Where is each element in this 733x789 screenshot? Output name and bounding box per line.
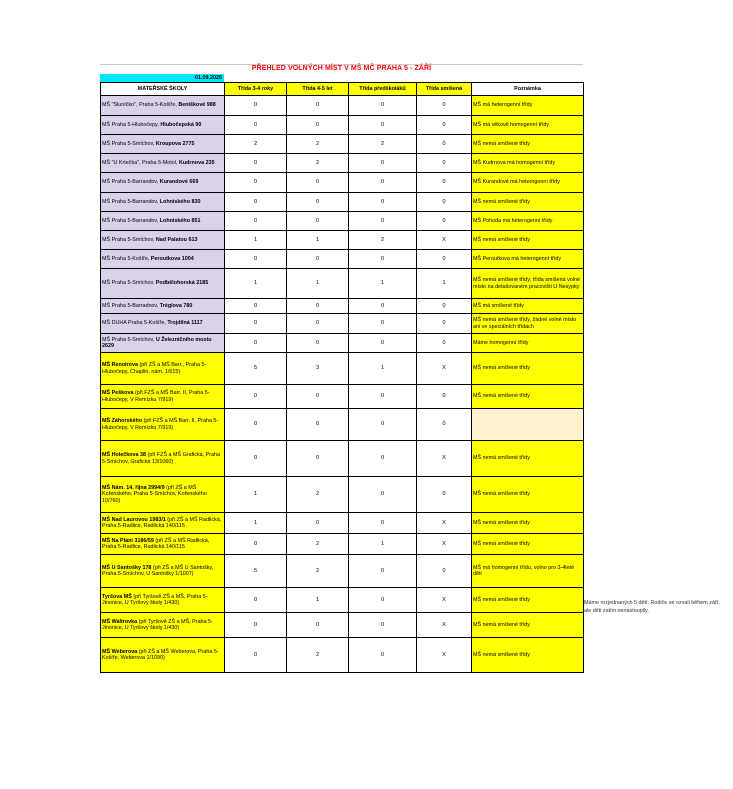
school-name: Kroupova 2775 (155, 140, 195, 147)
table-row (101, 250, 584, 269)
mixed-value: X (417, 353, 472, 385)
age-3-4-value: 1 (225, 477, 287, 513)
age-3-4-value: 1 (225, 231, 287, 250)
note-cell: MŠ nemá smíšené třídy (472, 588, 584, 613)
school-cell (101, 212, 225, 231)
age-4-5-value: 0 (287, 409, 349, 441)
preschool-value: 1 (349, 353, 417, 385)
school-name: MŠ Holečkova 38 (102, 452, 147, 459)
school-address-suffix: (při ZŠ a MŠ Radlická, Praha 5-Radlice, Radlická 140/115 (102, 516, 222, 529)
mixed-value: 0 (417, 334, 472, 353)
table-row (101, 193, 584, 212)
preschool-value: 0 (349, 477, 417, 513)
age-4-5-value: 2 (287, 534, 349, 555)
preschool-value: 2 (349, 231, 417, 250)
school-address-prefix: MŠ Praha 5-Smíchov, (102, 336, 156, 343)
preschool-value: 0 (349, 588, 417, 613)
note-cell: MŠ nemá smíšené třídy (472, 534, 584, 555)
mixed-value: X (417, 588, 472, 613)
age-4-5-value: 0 (287, 299, 349, 314)
school-address-prefix: MŠ "U Krtečka", Praha 5-Motol, (102, 159, 179, 166)
note-cell (472, 409, 584, 441)
preschool-value: 0 (349, 409, 417, 441)
school-cell (101, 173, 225, 193)
school-cell (101, 534, 225, 555)
school-cell (101, 555, 225, 588)
age-4-5-value: 2 (287, 154, 349, 173)
school-cell (101, 135, 225, 154)
age-3-4-value: 0 (225, 116, 287, 135)
school-cell (101, 638, 225, 673)
school-cell (101, 299, 225, 314)
preschool-value: 0 (349, 385, 417, 409)
school-address-suffix: (při ZŠ a MŠ Radlická, Praha 5-Radlice, Radlická 140/115 (102, 537, 210, 550)
table-row (101, 173, 584, 193)
header-school: MATEŘSKÉ ŠKOLY (101, 83, 225, 96)
note-cell: MŠ nemá smíšené třídy (472, 231, 584, 250)
school-address-prefix: MŠ DUHA Praha 5-Košíře, (102, 320, 168, 327)
mixed-value: 0 (417, 250, 472, 269)
note-cell: MŠ má heterogenní třídy (472, 96, 584, 116)
note-cell: MŠ nemá smíšené třídy (472, 193, 584, 212)
mixed-value: 0 (417, 212, 472, 231)
school-address-prefix: MŠ Praha 5-Barradnov, (102, 302, 160, 309)
age-3-4-value: 0 (225, 409, 287, 441)
age-4-5-value: 0 (287, 212, 349, 231)
school-name: Kurandové 669 (159, 179, 199, 186)
school-address-prefix: MŠ Praha 5-Košíře, (102, 255, 151, 262)
table-row (101, 154, 584, 173)
school-cell (101, 409, 225, 441)
preschool-value: 2 (349, 135, 417, 154)
preschool-value: 1 (349, 269, 417, 299)
school-cell (101, 314, 225, 334)
table-row (101, 613, 584, 638)
table-row (101, 212, 584, 231)
age-4-5-value: 0 (287, 613, 349, 638)
table-row (101, 299, 584, 314)
mixed-value: 0 (417, 116, 472, 135)
school-cell (101, 588, 225, 613)
table-row (101, 314, 584, 334)
school-name: MŠ Peškova (102, 390, 134, 397)
preschool-value: 0 (349, 334, 417, 353)
school-name: Beníškové 988 (178, 102, 216, 109)
school-cell (101, 613, 225, 638)
school-cell (101, 96, 225, 116)
vacancy-table (100, 82, 584, 673)
header-mixed: Třída smíšená (417, 83, 472, 96)
preschool-value: 0 (349, 513, 417, 534)
table-row (101, 638, 584, 673)
note-cell: Máme homogenní třídy (472, 334, 584, 353)
preschool-value: 0 (349, 173, 417, 193)
school-cell (101, 250, 225, 269)
school-name: U Železničního mostu 2629 (102, 336, 212, 349)
table-row (101, 555, 584, 588)
school-cell (101, 385, 225, 409)
age-4-5-value: 0 (287, 96, 349, 116)
table-header-row (101, 83, 584, 96)
table-row (101, 116, 584, 135)
age-3-4-value: 0 (225, 441, 287, 477)
note-cell: MŠ Kudrnova má homogenní třídy (472, 154, 584, 173)
mixed-value: 0 (417, 135, 472, 154)
mixed-value: 0 (417, 314, 472, 334)
age-3-4-value: 0 (225, 299, 287, 314)
school-name: Peroutkova 1004 (150, 255, 194, 262)
age-4-5-value: 1 (287, 231, 349, 250)
age-4-5-value: 2 (287, 638, 349, 673)
age-3-4-value: 0 (225, 96, 287, 116)
note-cell: MŠ Kurandové má heterogenní třídy (472, 173, 584, 193)
note-cell: MŠ nemá smíšené třídy (472, 638, 584, 673)
note-cell: MŠ má smíšené třídy (472, 299, 584, 314)
school-address-suffix: (při FZŠ a MŠ Barr. II, Praha 5-Hlubočepy, V Remízku 7/919) (102, 418, 219, 431)
school-name: MŠ Záhorského (102, 418, 143, 425)
note-cell: MŠ nemá smíšené třídy (472, 353, 584, 385)
school-address-prefix: MŠ Praha 5-Smíchov, (102, 236, 156, 243)
school-address-suffix: (při ZŠ a MŠ Weberova, Praha 5-Košíře, Weberova 1/1090) (102, 648, 219, 661)
age-3-4-value: 0 (225, 193, 287, 212)
table-row (101, 477, 584, 513)
table-row (101, 96, 584, 116)
school-cell (101, 441, 225, 477)
school-address-suffix: (při FZŠ a MŠ Barr. II, Praha 5-Hlubočepy, V Remízku 7/919) (102, 390, 210, 403)
age-4-5-value: 0 (287, 385, 349, 409)
table-row (101, 534, 584, 555)
mixed-value: X (417, 638, 472, 673)
mixed-value: 0 (417, 555, 472, 588)
table-row (101, 588, 584, 613)
page-title: PŘEHLED VOLNÝCH MÍST V MŠ MČ PRAHA 5 - ZÁŘÍ (251, 65, 432, 72)
age-4-5-value: 1 (287, 588, 349, 613)
age-4-5-value: 0 (287, 116, 349, 135)
age-4-5-value: 2 (287, 555, 349, 588)
note-cell: MŠ nemá smíšené třídy (472, 513, 584, 534)
mixed-value: X (417, 613, 472, 638)
table-row (101, 441, 584, 477)
table-row (101, 385, 584, 409)
age-4-5-value: 0 (287, 173, 349, 193)
preschool-value: 0 (349, 96, 417, 116)
preschool-value: 0 (349, 116, 417, 135)
preschool-value: 0 (349, 212, 417, 231)
school-address-prefix: MŠ Praha 5-Smíchov, (102, 280, 156, 287)
school-address-suffix: (při ZŠ a MŠ Barr., Praha 5-Hlubočepy, Chaplin. nám. 1/615) (102, 362, 207, 375)
school-cell (101, 477, 225, 513)
school-name: Tyršova MŠ (102, 593, 132, 600)
preschool-value: 0 (349, 314, 417, 334)
age-3-4-value: 0 (225, 173, 287, 193)
school-name: MŠ Nám. 14. října 2994/9 (102, 484, 165, 491)
preschool-value: 0 (349, 613, 417, 638)
mixed-value: 0 (417, 96, 472, 116)
school-name: MŠ Renoirova (102, 362, 138, 369)
table-row (101, 231, 584, 250)
header-note: Poznámka (472, 83, 584, 96)
table-row (101, 135, 584, 154)
school-address-prefix: MŠ Praha 5-Barrandov, (102, 179, 160, 186)
age-4-5-value: 0 (287, 250, 349, 269)
age-3-4-value: 0 (225, 534, 287, 555)
table-row (101, 409, 584, 441)
school-cell (101, 154, 225, 173)
school-name: MŠ Na Pláni 3186/59 (102, 537, 154, 544)
age-4-5-value: 3 (287, 353, 349, 385)
school-address-suffix: (při ZŠ a MŠ U Santošky, Praha 5-Smíchov, U Santošky 1/1007) (102, 564, 214, 577)
report-date: 01.09.2025 (195, 75, 222, 81)
note-cell: MŠ nemá smíšené třídy; třída smíšená volné místo na detašovaném pracovišti U Nesypky (472, 269, 584, 299)
school-name: MŠ Nad Laurovou 1983/1 (102, 516, 166, 523)
age-3-4-value: 1 (225, 513, 287, 534)
school-cell (101, 334, 225, 353)
age-3-4-value: 1 (225, 269, 287, 299)
school-cell (101, 269, 225, 299)
school-name: Hlubočepská 90 (160, 121, 202, 128)
school-name: Nad Palatou 613 (155, 236, 198, 243)
age-3-4-value: 5 (225, 555, 287, 588)
table-row (101, 513, 584, 534)
note-cell: MŠ nemá smíšené třídy (472, 135, 584, 154)
age-3-4-value: 0 (225, 334, 287, 353)
mixed-value: X (417, 441, 472, 477)
header-age-4-5: Třída 4-5 let (287, 83, 349, 96)
school-name: MŠ Weberova (102, 648, 138, 655)
age-3-4-value: 0 (225, 250, 287, 269)
note-cell: MŠ nemá smíšené třídy (472, 477, 584, 513)
note-cell: MŠ nemá smíšené třídy (472, 441, 584, 477)
age-4-5-value: 2 (287, 477, 349, 513)
age-3-4-value: 2 (225, 135, 287, 154)
preschool-value: 0 (349, 154, 417, 173)
age-4-5-value: 0 (287, 441, 349, 477)
school-name: Trėglova 780 (159, 302, 193, 309)
table-row (101, 353, 584, 385)
school-cell (101, 193, 225, 212)
header-age-3-4: Třída 3-4 roky (225, 83, 287, 96)
preschool-value: 0 (349, 193, 417, 212)
mixed-value: 0 (417, 173, 472, 193)
mixed-value: X (417, 534, 472, 555)
preschool-value: 1 (349, 534, 417, 555)
school-name: MŠ U Santošky 178 (102, 564, 152, 571)
mixed-value: 1 (417, 269, 472, 299)
note-cell: MŠ má homogenní třídu, volno pro 3-4leté děti (472, 555, 584, 588)
mixed-value: 0 (417, 409, 472, 441)
note-cell: MŠ má věkově homogenní třídy (472, 116, 584, 135)
age-3-4-value: 0 (225, 314, 287, 334)
school-name: Lohniského 830 (159, 198, 201, 205)
school-address-prefix: MŠ Praha 5-Barrandov, (102, 198, 160, 205)
school-name: MŠ Waltrovka (102, 618, 138, 625)
school-cell (101, 231, 225, 250)
school-address-prefix: MŠ Praha 5-Smíchov, (102, 140, 156, 147)
age-3-4-value: 0 (225, 385, 287, 409)
school-cell (101, 353, 225, 385)
header-preschool: Třída předškoláků (349, 83, 417, 96)
school-address-suffix: (při ZŠ a MŠ Kořenského, Praha 5-Smíchov, Kořenského 10/760) (102, 484, 207, 504)
school-address-suffix: (při FZŠ a MŠ Grafická, Praha 5-Smíchov, Grafická 13/1060) (102, 452, 221, 465)
age-3-4-value: 0 (225, 613, 287, 638)
age-4-5-value: 2 (287, 135, 349, 154)
note-cell: MŠ nemá smíšené třídy (472, 385, 584, 409)
age-3-4-value: 0 (225, 212, 287, 231)
school-name: Trojdílná 1117 (167, 320, 203, 327)
mixed-value: X (417, 513, 472, 534)
preschool-value: 0 (349, 250, 417, 269)
note-cell: MŠ nemá smíšené třídy (472, 613, 584, 638)
age-4-5-value: 0 (287, 193, 349, 212)
age-4-5-value: 1 (287, 269, 349, 299)
preschool-value: 0 (349, 299, 417, 314)
mixed-value: 0 (417, 154, 472, 173)
age-3-4-value: 5 (225, 353, 287, 385)
table-row (101, 334, 584, 353)
age-4-5-value: 0 (287, 513, 349, 534)
preschool-value: 0 (349, 555, 417, 588)
note-cell: MŠ Peroutkova má heterogenní třídy (472, 250, 584, 269)
age-3-4-value: 0 (225, 588, 287, 613)
mixed-value: X (417, 231, 472, 250)
school-address-suffix: (při Tyršově ZŠ a MŠ, Praha 5-Jinonice, U Tyršovy školy 1/430) (102, 593, 208, 606)
age-4-5-value: 0 (287, 314, 349, 334)
mixed-value: 0 (417, 385, 472, 409)
mixed-value: 0 (417, 193, 472, 212)
school-address-prefix: MŠ "Sluníčko", Praha 5-Košíře, (102, 102, 179, 109)
school-address-prefix: MŠ Praha 5-Barrandov, (102, 217, 160, 224)
school-name: Podbělohorská 2185 (155, 280, 209, 287)
age-4-5-value: 0 (287, 334, 349, 353)
side-note: Máme rozjednaných 5 dětí. Rodiče se ozvali během září, ale děti zatím nenastoupily. (584, 600, 720, 614)
preschool-value: 0 (349, 638, 417, 673)
school-name: Kudrnova 235 (178, 159, 215, 166)
school-address-prefix: MŠ Praha 5-Hlubočepy, (102, 121, 161, 128)
school-cell (101, 116, 225, 135)
age-3-4-value: 0 (225, 154, 287, 173)
mixed-value: 0 (417, 477, 472, 513)
school-name: Lohniského 851 (159, 217, 201, 224)
school-cell (101, 513, 225, 534)
mixed-value: 0 (417, 299, 472, 314)
table-row (101, 269, 584, 299)
school-address-suffix: (při Tyršově ZŠ a MŠ, Praha 5-Jinonice, U Tyršovy školy 1/430) (102, 618, 213, 631)
note-cell: MŠ Pohoda má heterogenní třídy (472, 212, 584, 231)
preschool-value: 0 (349, 441, 417, 477)
age-3-4-value: 0 (225, 638, 287, 673)
note-cell: MŠ nemá smíšené třídy, žádné volné místo ani ve speciálních třídách (472, 314, 584, 334)
